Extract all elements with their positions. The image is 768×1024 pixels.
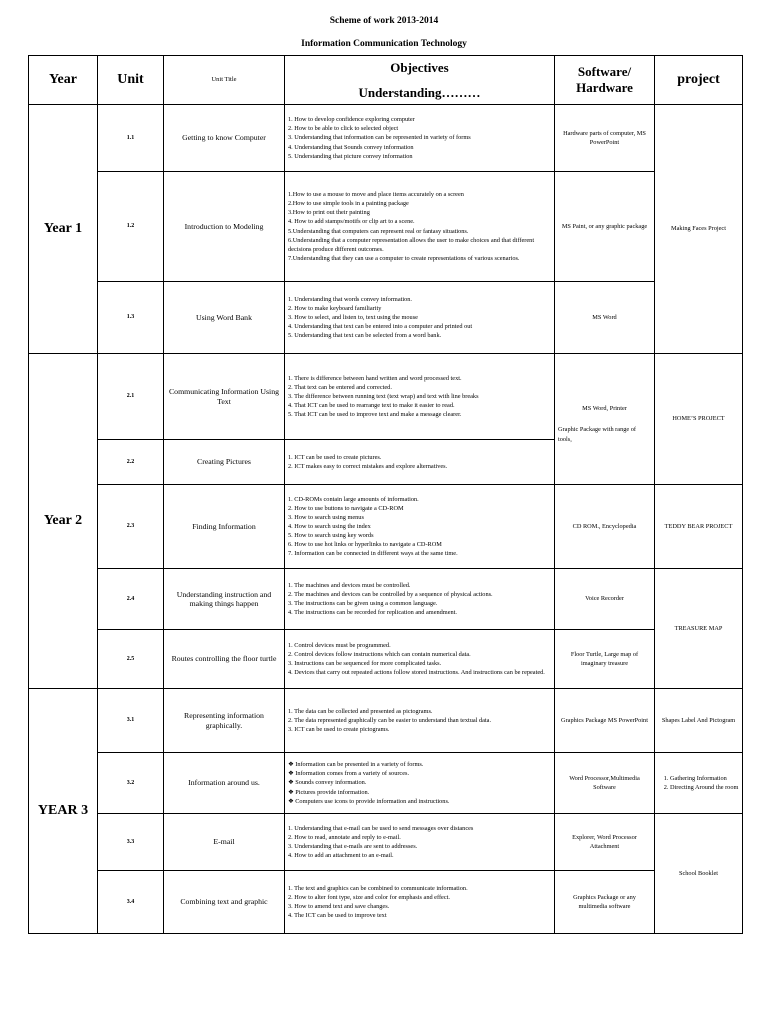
project-list-item: 2. Directing Around the room — [670, 783, 739, 792]
software-cell: Explorer, Word Processor Attachment — [555, 814, 655, 871]
objective-item: 4. How to add stamps/motifs or clip art to a scene. — [288, 218, 415, 226]
objective-item: ❖ Computers use icons to provide information and instructions. — [288, 797, 450, 805]
objective-item: 7.Understanding that they can use a computer to create representations of various scenarios. — [288, 254, 520, 262]
objective-item: 3. The difference between running text (text wrap) and text with line breaks — [288, 392, 479, 400]
software-cell: Graphics Package or any multimedia software — [555, 871, 655, 934]
unit-number: 2.5 — [98, 630, 164, 689]
header-year: Year — [29, 56, 98, 105]
objective-item: 2. How to alter font type, size and color for emphasis and effect. — [288, 893, 450, 901]
objective-item: 1. The text and graphics can be combined to communicate information. — [288, 884, 468, 892]
objective-item: ❖ Sounds convey information. — [288, 779, 367, 787]
header-software: Software/ Hardware — [555, 56, 655, 105]
objective-item: 4. How to add an attachment to an e-mail. — [288, 852, 394, 860]
table-row — [29, 569, 743, 630]
unit-number: 1.2 — [98, 172, 164, 282]
objective-item: 5.Understanding that computers can represent real or fantasy situations. — [288, 227, 469, 235]
header-objectives-label: Objectives — [390, 59, 449, 75]
objective-item: 1. How to develop confidence exploring computer — [288, 116, 415, 124]
header-unit-title: Unit Title — [164, 56, 285, 105]
unit-title: Communicating Information Using Text — [164, 354, 285, 440]
objective-item: 1. The machines and devices must be controlled. — [288, 581, 411, 589]
table-row — [29, 354, 743, 440]
objectives-cell — [285, 354, 555, 440]
table-row — [29, 630, 743, 689]
objective-item: 1. There is difference between hand written and word processed text. — [288, 374, 462, 382]
objective-item: 3. How to select, and listen to, text using the mouse — [288, 313, 418, 321]
project-cell: Making Faces Project — [655, 105, 743, 354]
unit-number: 3.4 — [98, 871, 164, 934]
objectives-cell — [285, 871, 555, 934]
project-list — [658, 774, 739, 792]
software-cell — [555, 354, 655, 485]
unit-number: 1.3 — [98, 282, 164, 354]
project-cell: HOME’S PROJECT — [655, 354, 743, 485]
objective-item: 2. Control devices follow instructions which can contain numerical data. — [288, 650, 471, 658]
table-row — [29, 485, 743, 569]
table-header-row — [29, 56, 743, 105]
unit-title: Routes controlling the floor turtle — [164, 630, 285, 689]
software-cell: Graphics Package MS PowerPoint — [555, 689, 655, 753]
objectives-cell — [285, 440, 555, 485]
project-cell — [655, 753, 743, 814]
objective-item: 1. Understanding that e-mail can be used to send messages over distances — [288, 824, 474, 832]
project-cell: TREASURE MAP — [655, 569, 743, 689]
objective-item: 3. How to search using menus — [288, 513, 364, 521]
objectives-cell — [285, 105, 555, 172]
software-cell: Hardware parts of computer, MS PowerPoint — [555, 105, 655, 172]
software-cell: Word Processor,Multimedia Software — [555, 753, 655, 814]
year-1-cell: Year 1 — [29, 105, 98, 354]
objective-item: 1. ICT can be used to create pictures. — [288, 453, 382, 461]
objective-item: ❖ Information comes from a variety of sources. — [288, 770, 410, 778]
unit-title: Information around us. — [164, 753, 285, 814]
unit-title: Combining text and graphic — [164, 871, 285, 934]
unit-number: 2.1 — [98, 354, 164, 440]
objective-item: ❖ Pictures provide information. — [288, 788, 370, 796]
objectives-cell — [285, 814, 555, 871]
software-cell: MS Paint, or any graphic package — [555, 172, 655, 282]
objective-item: 4. How to search using the index — [288, 522, 371, 530]
document-subtitle: Information Communication Technology — [301, 39, 467, 49]
objective-item: 5. Understanding that picture convey information — [288, 152, 413, 160]
objectives-cell — [285, 753, 555, 814]
unit-number: 2.4 — [98, 569, 164, 630]
objective-item: 4. Understanding that Sounds convey information — [288, 143, 414, 151]
header-unit: Unit — [98, 56, 164, 105]
table-row — [29, 814, 743, 871]
objective-item: 3. The instructions can be given using a common language. — [288, 600, 438, 607]
unit-title: Getting to know Computer — [164, 105, 285, 172]
unit-title: E-mail — [164, 814, 285, 871]
objective-item: 1. The data can be collected and presented as pictograms. — [288, 707, 433, 715]
objective-item: 4. The instructions can be recorded for replication and amendment. — [288, 609, 457, 617]
objective-item: 3. How to amend text and save changes. — [288, 903, 390, 910]
objective-item: 2. How to be able to click to selected object — [288, 125, 399, 133]
objective-item: 1. Understanding that words convey information. — [288, 295, 412, 303]
unit-title: Creating Pictures — [164, 440, 285, 485]
unit-number: 1.1 — [98, 105, 164, 172]
objective-item: 6.Understanding that a computer representation allows the user to make choices and that different decisions produce different outcomes. — [288, 236, 535, 253]
table-row — [29, 753, 743, 814]
objective-item: 4. Understanding that text can be entered into a computer and printed out — [288, 323, 473, 331]
objective-item: 3. Understanding that information can be represented in variety of forms — [288, 134, 471, 142]
unit-number: 2.2 — [98, 440, 164, 485]
objectives-cell — [285, 172, 555, 282]
year-3-cell: YEAR 3 — [29, 689, 98, 934]
unit-number: 2.3 — [98, 485, 164, 569]
year-2-cell: Year 2 — [29, 354, 98, 689]
header-understanding-label: Understanding……… — [358, 84, 481, 100]
objective-item: 7. Information can be connected in different ways at the same time. — [288, 550, 458, 558]
project-cell: TEDDY BEAR PROJECT — [655, 485, 743, 569]
objective-item: 3. Instructions can be sequenced for more complicated tasks. — [288, 660, 442, 667]
objective-item: ❖ Information can be presented in a variety of forms. — [288, 761, 424, 769]
table-row — [29, 105, 743, 172]
document-title: Scheme of work 2013-2014 — [329, 16, 439, 26]
objectives-cell — [285, 689, 555, 753]
software-text: Graphic Package with range of tools, — [558, 426, 636, 443]
objective-item: 2. How to use buttons to navigate a CD-ROM — [288, 504, 404, 512]
software-cell: Voice Recorder — [555, 569, 655, 630]
objective-item: 2. The machines and devices can be controlled by a sequence of physical actions. — [288, 590, 493, 598]
objective-item: 3. ICT can be used to create pictograms. — [288, 726, 390, 734]
objective-item: 5. How to search using key words — [288, 532, 374, 540]
objectives-cell — [285, 485, 555, 569]
software-cell: Floor Turtle, Large map of imaginary treasure — [555, 630, 655, 689]
table-row — [29, 689, 743, 753]
objective-item: 2. ICT makes easy to correct mistakes and explore alternatives. — [288, 463, 448, 470]
objective-item: 2. That text can be entered and corrected. — [288, 383, 392, 391]
objective-item: 3.How to print out their painting — [288, 209, 370, 217]
objective-item: 5. Understanding that text can be selected from a word bank. — [288, 332, 442, 340]
table-row — [29, 282, 743, 354]
unit-title: Understanding instruction and making things happen — [164, 569, 285, 630]
objective-item: 1.How to use a mouse to move and place items accurately on a screen — [288, 191, 464, 198]
unit-title: Introduction to Modeling — [164, 172, 285, 282]
table-row — [29, 871, 743, 934]
objective-item: 2. How to make keyboard familiarity — [288, 304, 382, 312]
software-cell: MS Word — [555, 282, 655, 354]
project-cell: Shapes Label And Pictogram — [655, 689, 743, 753]
unit-title: Finding Information — [164, 485, 285, 569]
objectives-cell — [285, 282, 555, 354]
objective-item: 4. That ICT can be used to rearrange text to make it easier to read. — [288, 402, 455, 410]
objective-item: 4. Devices that carry out repeated actions follow stored instructions. And instructions can be repeated. — [288, 669, 545, 677]
project-list-item: 1. Gathering Information — [670, 774, 739, 783]
objective-item: 6. How to use hot links or hyperlinks to navigate a CD-ROM — [288, 541, 442, 549]
scheme-table — [28, 55, 743, 934]
objective-item: 3. Understanding that e-mails are sent to addresses. — [288, 843, 418, 850]
software-cell: CD ROM., Encyclopedia — [555, 485, 655, 569]
objective-item: 1. CD-ROMs contain large amounts of information. — [288, 495, 419, 503]
header-project: project — [655, 56, 743, 105]
software-text: MS Word, Printer — [582, 405, 627, 413]
objective-item: 2. The data represented graphically can be easier to understand than textual data. — [288, 716, 492, 724]
objectives-cell — [285, 569, 555, 630]
objective-item: 1. Control devices must be programmed. — [288, 641, 391, 649]
project-cell: School Booklet — [655, 814, 743, 934]
table-row — [29, 172, 743, 282]
unit-title: Using Word Bank — [164, 282, 285, 354]
objectives-cell — [285, 630, 555, 689]
unit-number: 3.2 — [98, 753, 164, 814]
objective-item: 2. How to read, annotate and reply to e-mail. — [288, 833, 401, 841]
header-objectives — [285, 56, 555, 105]
objective-item: 2.How to use simple tools in a painting package — [288, 200, 409, 208]
unit-number: 3.1 — [98, 689, 164, 753]
unit-title: Representing information graphically. — [164, 689, 285, 753]
objective-item: 5. That ICT can be used to improve text and make a message clearer. — [288, 411, 462, 419]
unit-number: 3.3 — [98, 814, 164, 871]
objective-item: 4. The ICT can be used to improve text — [288, 912, 387, 920]
